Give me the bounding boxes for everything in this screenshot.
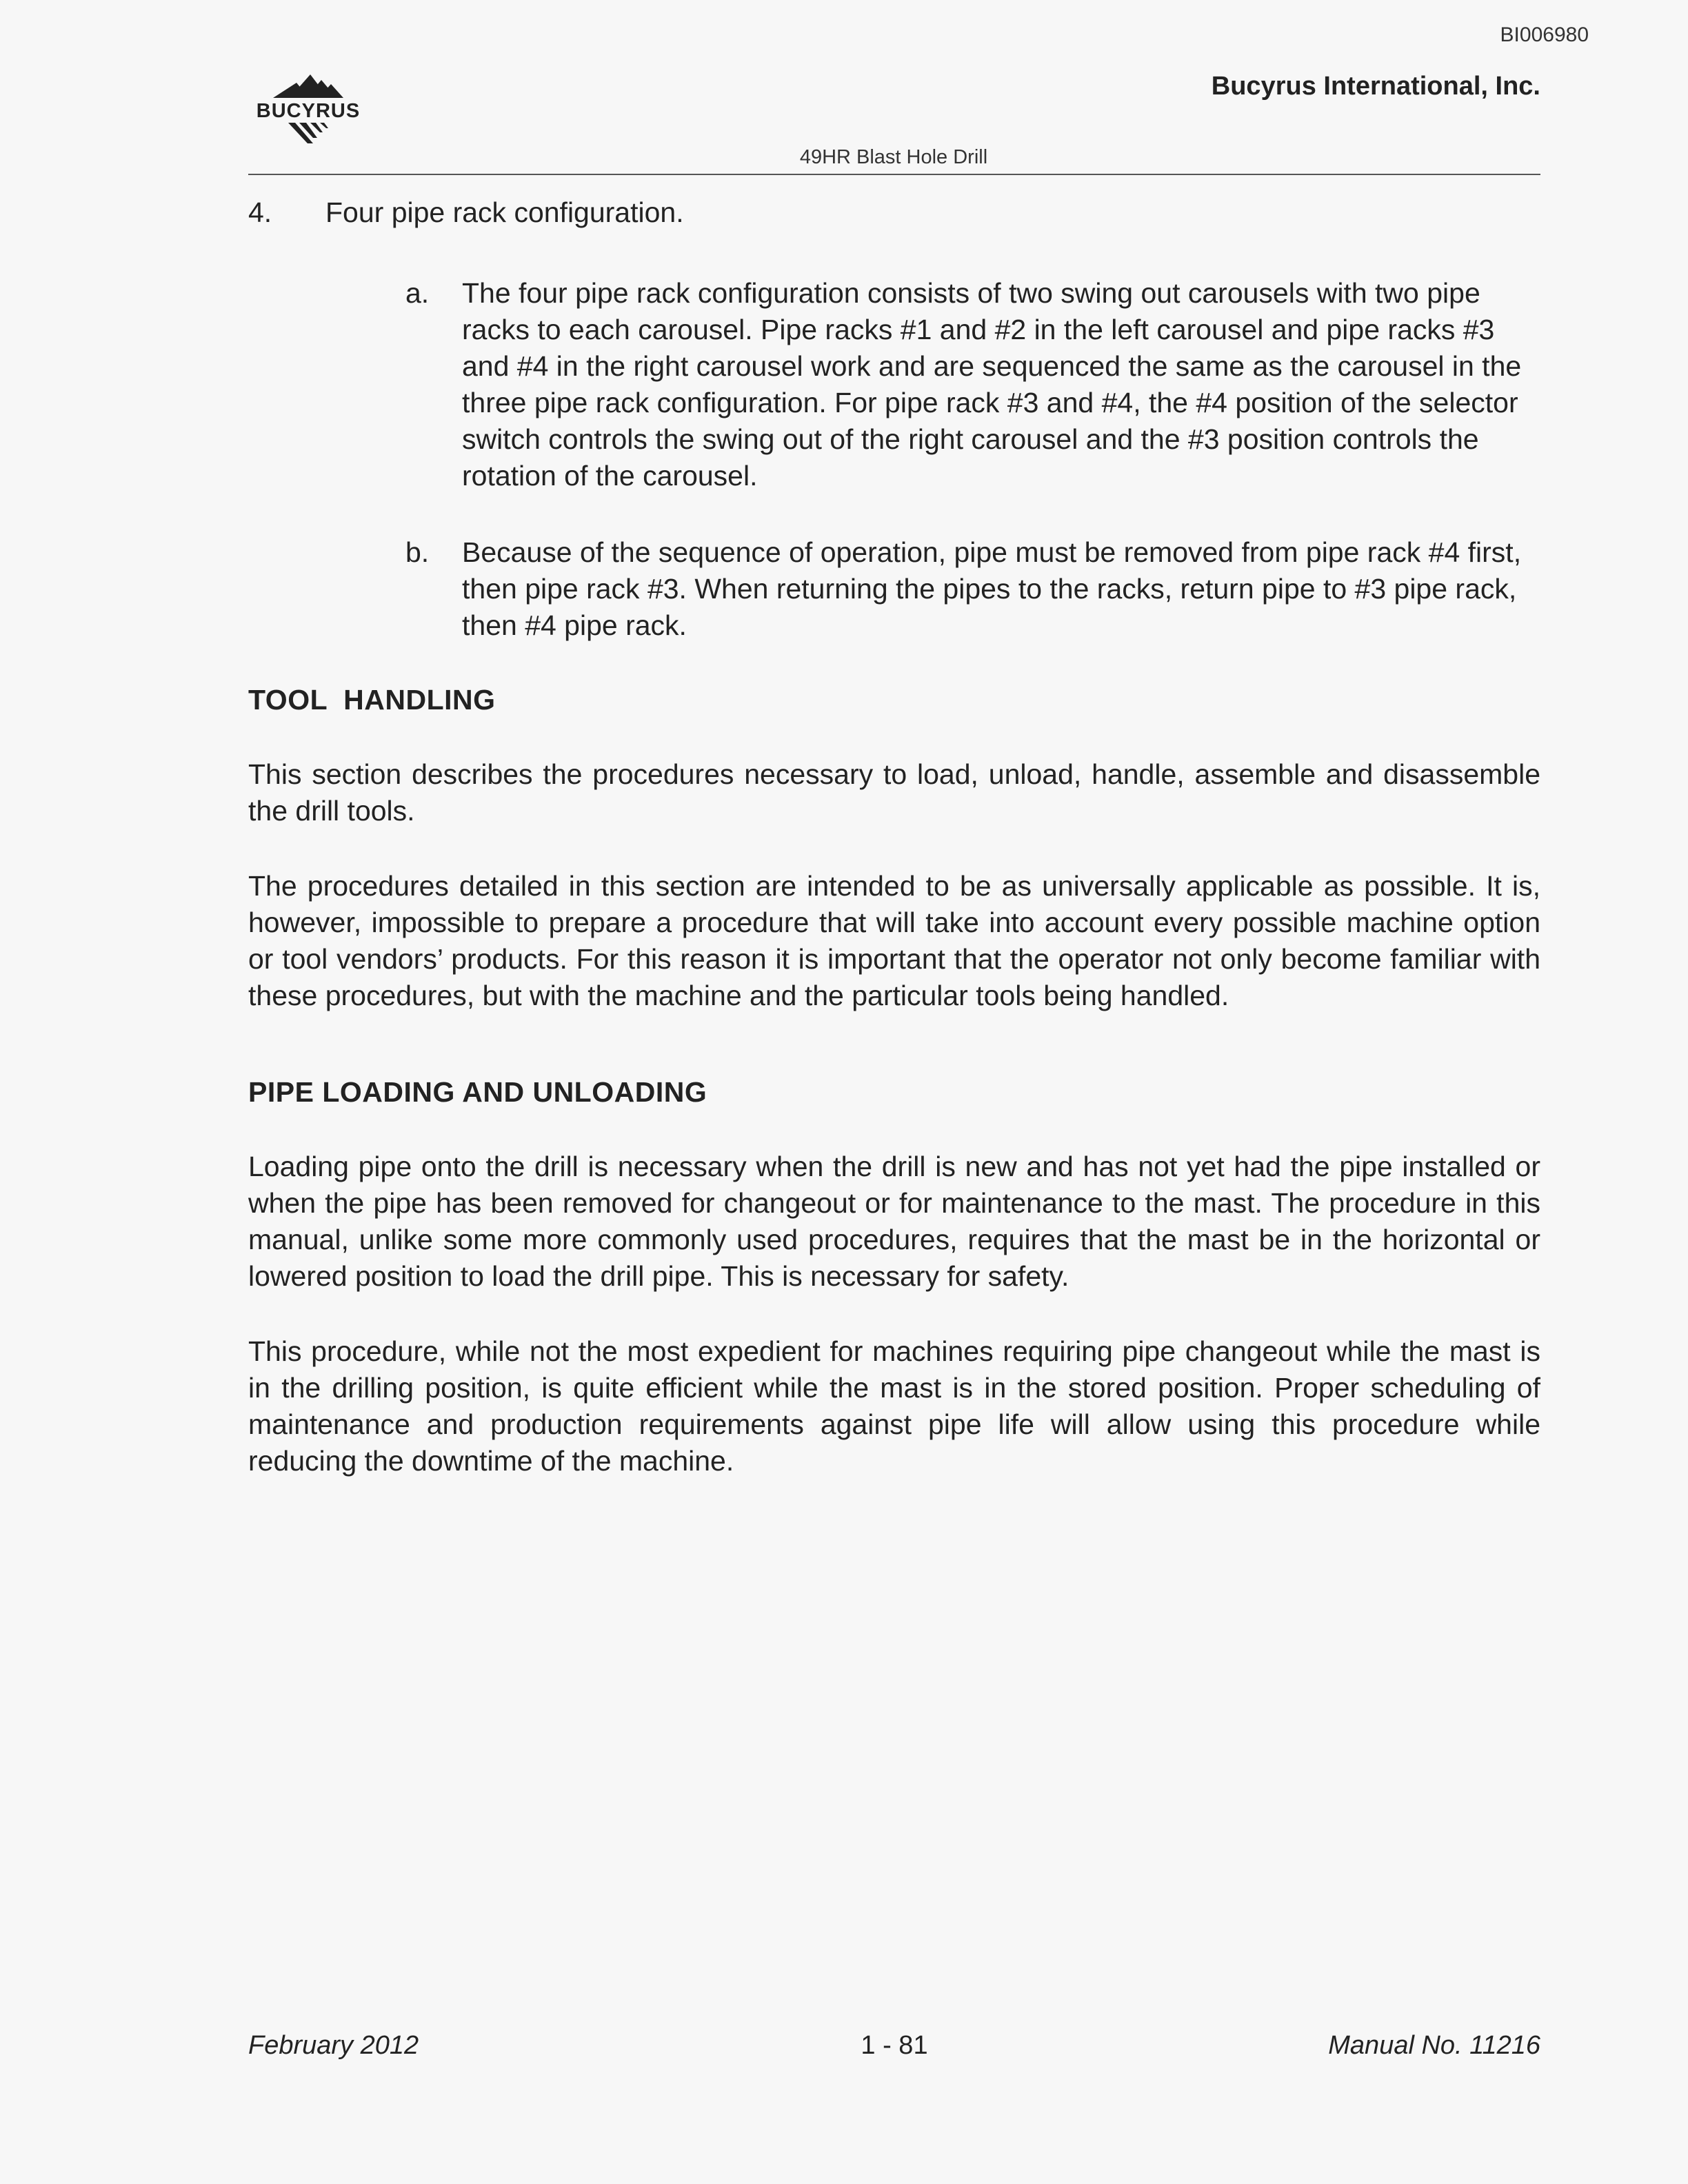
paragraph: The procedures detailed in this section are intended to be as universally applicable as possible. It is, however, impossible to prepare a procedure that will take into account every possible machine option or tool vendors’ products. For this reason it is important that the operator not only become familiar with these procedures, but with the machine and the particular tools being handled. (248, 870, 1540, 1011)
step-4-heading (248, 194, 1540, 231)
company-name: Bucyrus International, Inc. (1211, 72, 1540, 101)
step-title: Four pipe rack configuration. (325, 196, 684, 228)
paragraph: Loading pipe onto the drill is necessary when the drill is new and has not yet had the pipe installed or when the pipe has been removed for changeout or for maintenance to the mast. The procedure in this manual, unlike some more commonly used procedures, requires that the mast be in the horizontal or lowered position to load the drill pipe. This is necessary for safety. (248, 1151, 1540, 1292)
page-content (248, 194, 1540, 1518)
subitem-b (405, 534, 1540, 644)
subitem-text: Because of the sequence of operation, pipe must be removed from pipe rack #4 first, then pipe rack #3. When returning the pipes to the racks, return pipe to #3 pipe rack, then #4 pipe rack. (462, 536, 1522, 641)
section-heading-tool-handling: TOOL HANDLING (248, 684, 496, 716)
footer-date: February 2012 (248, 2031, 419, 2060)
subitem-letter: b. (405, 536, 430, 568)
svg-text:BUCYRUS: BUCYRUS (256, 100, 361, 122)
manual-number: Manual No. 11216 (1328, 2031, 1540, 2060)
step-number: 4. (248, 196, 272, 228)
subitem-letter: a. (405, 277, 430, 309)
subitem-a (405, 275, 1540, 494)
page-footer (248, 2031, 1540, 2061)
step-4-subitems (405, 275, 1540, 644)
paragraph: This procedure, while not the most expedient for machines requiring pipe changeout while the mast is in the drilling position, is quite efficient while the mast is in the stored position. Proper scheduling of maintenance and production requirements against pipe life will allow using this procedure while reducing the downtime of the machine. (248, 1335, 1540, 1477)
document-subtitle: 49HR Blast Hole Drill (799, 146, 988, 168)
page-number: 1 - 81 (861, 2031, 928, 2060)
bucyrus-logo (247, 72, 370, 149)
subitem-text: The four pipe rack configuration consists of two swing out carousels with two pipe racks to each carousel. Pipe racks #1 and #2 in the left carousel and pipe racks #3 and #4 in the right carousel work and are sequenced the same as the carousel in the three pipe rack configuration. For pipe rack #3 and #4, the #4 position of the selector switch controls the swing out of the right carousel and the #3 position controls the rotation of the carousel. (462, 277, 1522, 492)
document-id: BI006980 (1500, 23, 1589, 46)
section-heading-pipe-loading: PIPE LOADING AND UNLOADING (248, 1076, 707, 1108)
paragraph: This section describes the procedures necessary to load, unload, handle, assemble and disassemble the drill tools. (248, 758, 1540, 827)
header-rule (248, 174, 1540, 175)
